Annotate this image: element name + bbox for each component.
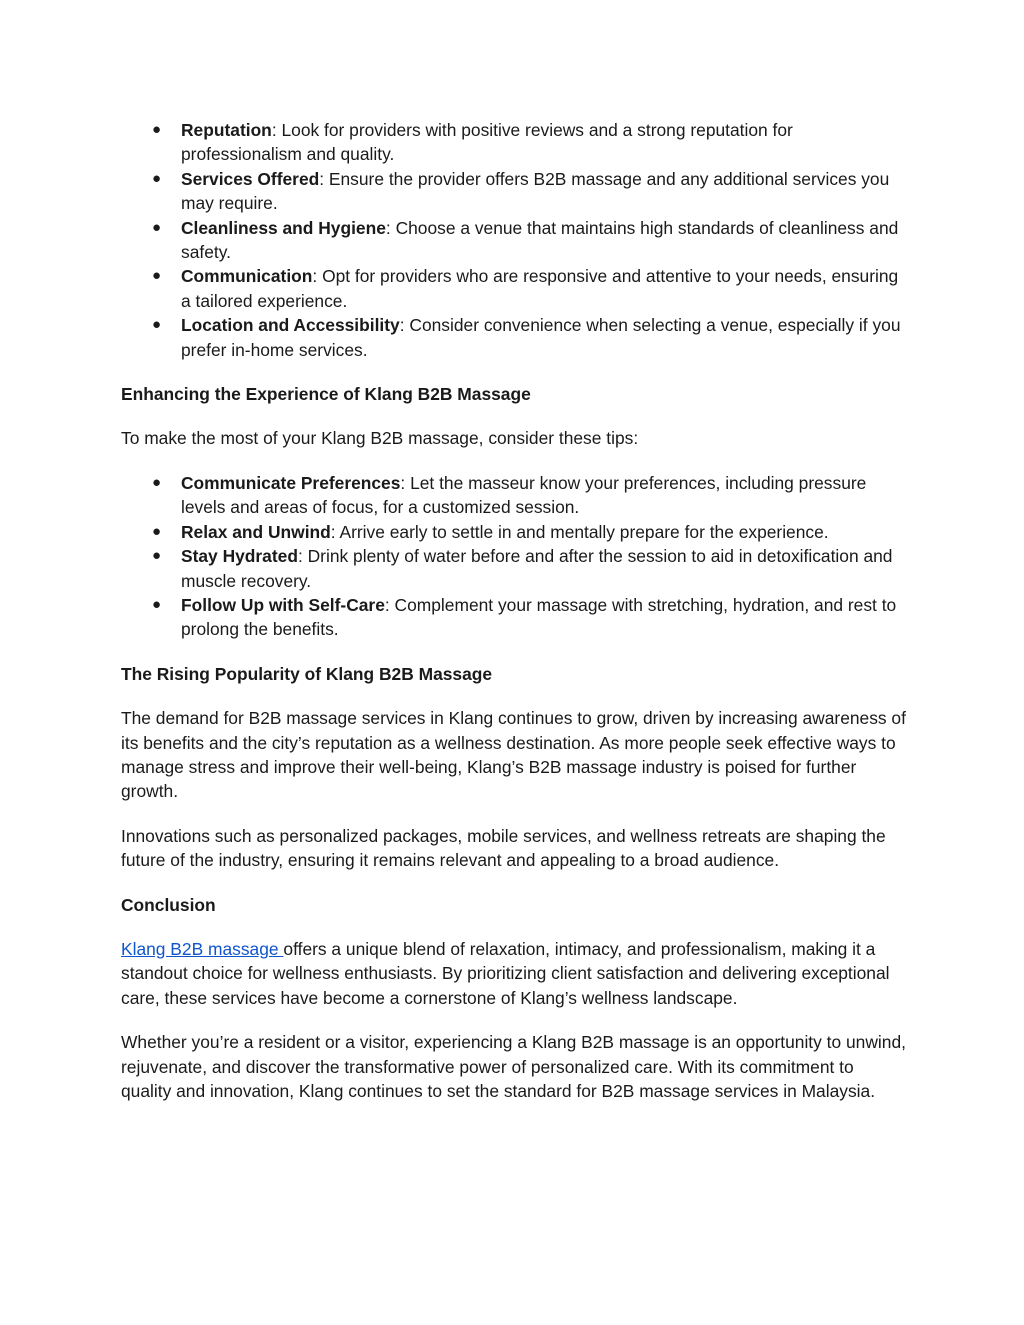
list-item bbox=[121, 167, 907, 216]
list-item-text: : Ensure the provider offers B2B massage and any additional services you may require. bbox=[181, 168, 890, 214]
list-item bbox=[121, 593, 907, 642]
paragraph: Innovations such as personalized packages, mobile services, and wellness retreats are shaping the future of the industry, ensuring it remains relevant and appealing to a broad audience. bbox=[121, 825, 886, 871]
bullet-icon: ● bbox=[152, 316, 162, 334]
list-item bbox=[121, 471, 907, 520]
list-item bbox=[121, 216, 907, 265]
bullet-icon: ● bbox=[152, 595, 162, 613]
paragraph bbox=[121, 937, 907, 1010]
paragraph: Whether you’re a resident or a visitor, experiencing a Klang B2B massage is an opportunity to unwind, rejuvenate, and discover the transformative power of personalized care. With its commitment to quality and innovation, Klang continues to set the standard for B2B massage services in Malaysia. bbox=[121, 1032, 906, 1101]
paragraph: The demand for B2B massage services in Klang continues to grow, driven by increasing awareness of its benefits and the city’s reputation as a wellness destination. As more people seek effective ways to manage stress and improve their well-being, Klang’s B2B massage industry is poised for further growth. bbox=[121, 708, 906, 802]
list-item-term: Follow Up with Self-Care bbox=[181, 594, 385, 615]
list-item bbox=[121, 544, 907, 593]
document-page bbox=[121, 118, 907, 1103]
list-item bbox=[121, 118, 907, 167]
bullet-icon: ● bbox=[152, 218, 162, 236]
bullet-icon: ● bbox=[152, 267, 162, 285]
list-item bbox=[121, 313, 907, 362]
list-item-term: Communicate Preferences bbox=[181, 472, 401, 493]
bullet-icon: ● bbox=[152, 169, 162, 187]
list-item bbox=[121, 520, 907, 544]
list-item-text: : Opt for providers who are responsive and attentive to your needs, ensuring a tailored experience. bbox=[181, 266, 899, 311]
paragraph-text: offers a unique blend of relaxation, intimacy, and professionalism, making it a standout choice for wellness enthusiasts. By prioritizing client satisfaction and delivering exceptional care, these services have become a cornerstone of Klang’s wellness landscape. bbox=[121, 938, 890, 1008]
section-heading-conclusion: Conclusion bbox=[121, 894, 216, 915]
list-item-text: : Let the masseur know your preferences, including pressure levels and areas of focus, for a customized session. bbox=[181, 472, 867, 518]
tips-list bbox=[121, 471, 907, 642]
bullet-icon: ● bbox=[152, 121, 162, 138]
list-item-text: : Complement your massage with stretching, hydration, and rest to prolong the benefits. bbox=[181, 594, 897, 640]
section-heading-popularity: The Rising Popularity of Klang B2B Massage bbox=[121, 663, 493, 684]
list-item-text: : Arrive early to settle in and mentally prepare for the experience. bbox=[330, 521, 829, 542]
list-item-term: Stay Hydrated bbox=[181, 546, 298, 567]
list-item bbox=[121, 264, 907, 313]
section-heading-enhancing: Enhancing the Experience of Klang B2B Massage bbox=[121, 384, 531, 405]
list-item-term: Communication bbox=[181, 266, 313, 287]
list-item-term: Services Offered bbox=[181, 168, 320, 189]
list-item-term: Cleanliness and Hygiene bbox=[181, 217, 386, 238]
section-intro: To make the most of your Klang B2B massage, consider these tips: bbox=[121, 428, 639, 449]
list-item-text: : Choose a venue that maintains high standards of cleanliness and safety. bbox=[181, 217, 899, 263]
bullet-icon: ● bbox=[152, 522, 162, 540]
list-item-text: : Consider convenience when selecting a venue, especially if you prefer in-home services. bbox=[181, 315, 901, 360]
list-item-term: Reputation bbox=[181, 120, 272, 140]
list-item-term: Relax and Unwind bbox=[181, 521, 331, 542]
list-item-term: Location and Accessibility bbox=[181, 315, 400, 336]
klang-b2b-massage-link[interactable]: Klang B2B massage bbox=[121, 938, 284, 959]
list-item-text: : Drink plenty of water before and after the session to aid in detoxification and muscle recovery. bbox=[181, 546, 893, 591]
bullet-icon: ● bbox=[152, 547, 162, 565]
bullet-icon: ● bbox=[152, 473, 162, 491]
list-item-text: : Look for providers with positive reviews and a strong reputation for professionalism and quality. bbox=[181, 120, 793, 165]
provider-criteria-list bbox=[121, 118, 907, 362]
